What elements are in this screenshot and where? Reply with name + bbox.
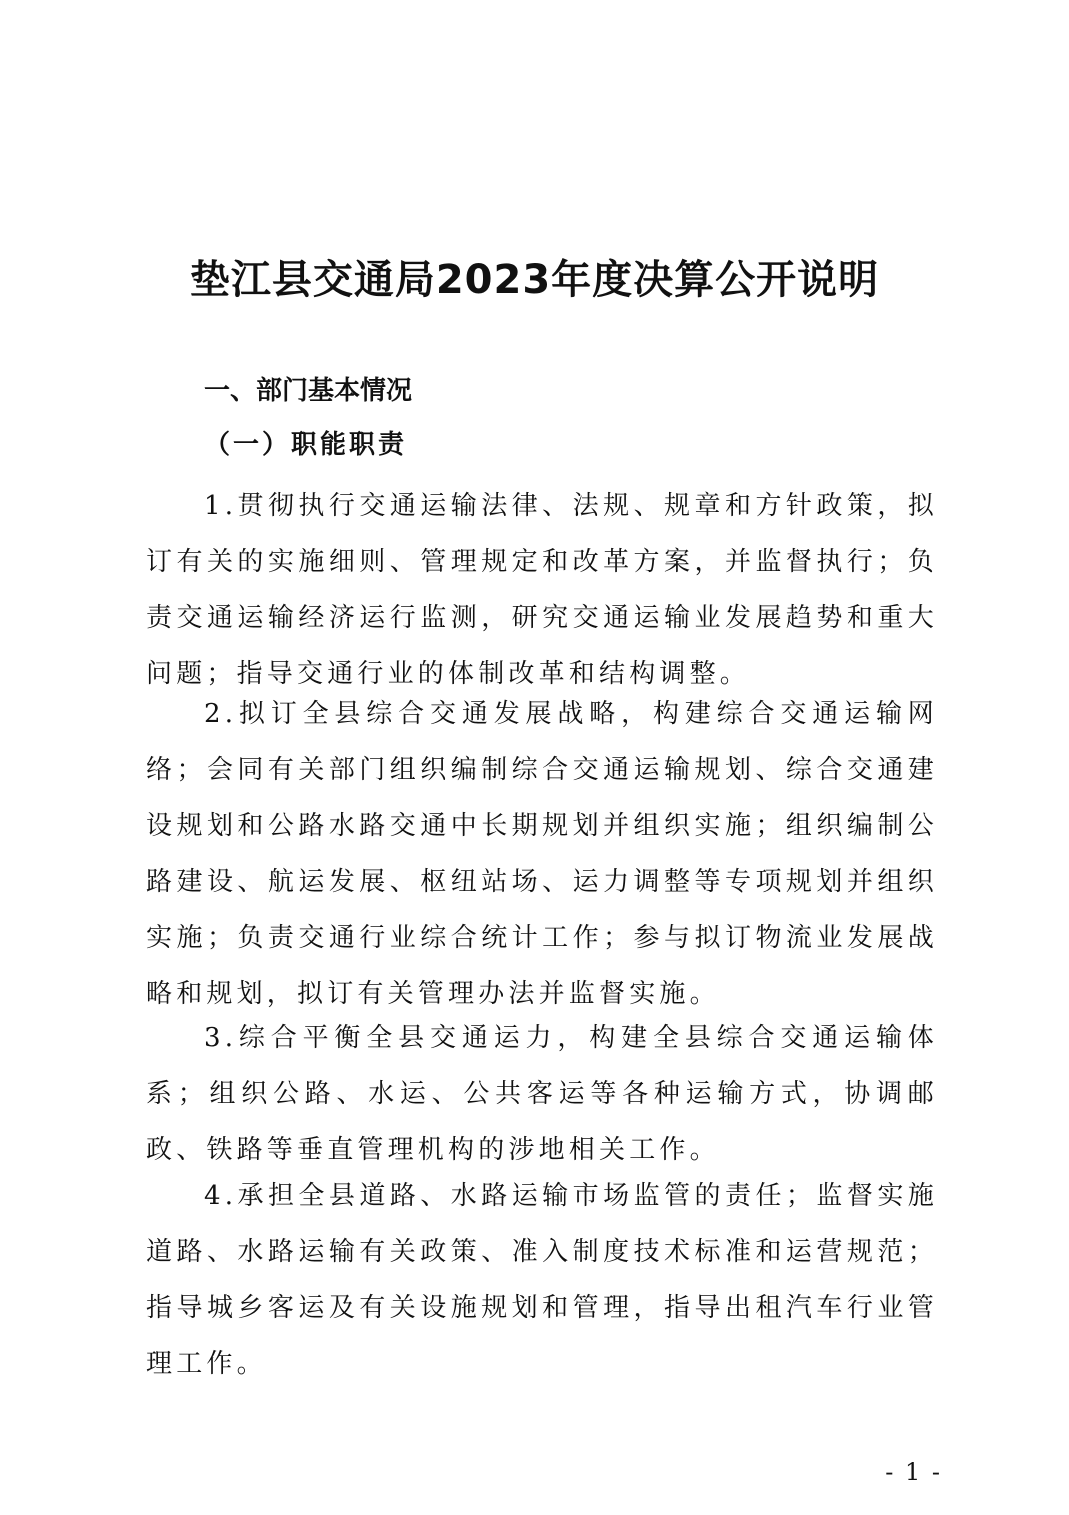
document-title: 垫江县交通局2023年度决算公开说明	[189, 257, 880, 303]
section-heading: 一、部门基本情况	[204, 376, 413, 406]
paragraph-1: 1.贯彻执行交通运输法律、法规、规章和方针政策，拟订有关的实施细则、管理规定和改革方案，并监督执行；负责交通运输经济运行监测，研究交通运输业发展趋势和重大问题；指导交通行业的体制改革和结构调整。	[146, 491, 938, 689]
paragraph-4: 4.承担全县道路、水路运输市场监管的责任；监督实施道路、水路运输有关政策、准入制度技术标准和运营规范；指导城乡客运及有关设施规划和管理，指导出租汽车行业管理工作。	[146, 1181, 938, 1379]
paragraph-3: 3.综合平衡全县交通运力，构建全县综合交通运输体系；组织公路、水运、公共客运等各种运输方式，协调邮政、铁路等垂直管理机构的涉地相关工作。	[146, 1023, 938, 1165]
paragraph-2: 2.拟订全县综合交通发展战略，构建综合交通运输网络；会同有关部门组织编制综合交通运输规划、综合交通建设规划和公路水路交通中长期规划并组织实施；组织编制公路建设、航运发展、枢纽站场、运力调整等专项规划并组织实施；负责交通行业综合统计工作；参与拟订物流业发展战略和规划，拟订有关管理办法并监督实施。	[146, 699, 938, 1009]
page-number: - 1 -	[885, 1458, 942, 1486]
subsection-heading: （一）职能职责	[204, 430, 408, 460]
